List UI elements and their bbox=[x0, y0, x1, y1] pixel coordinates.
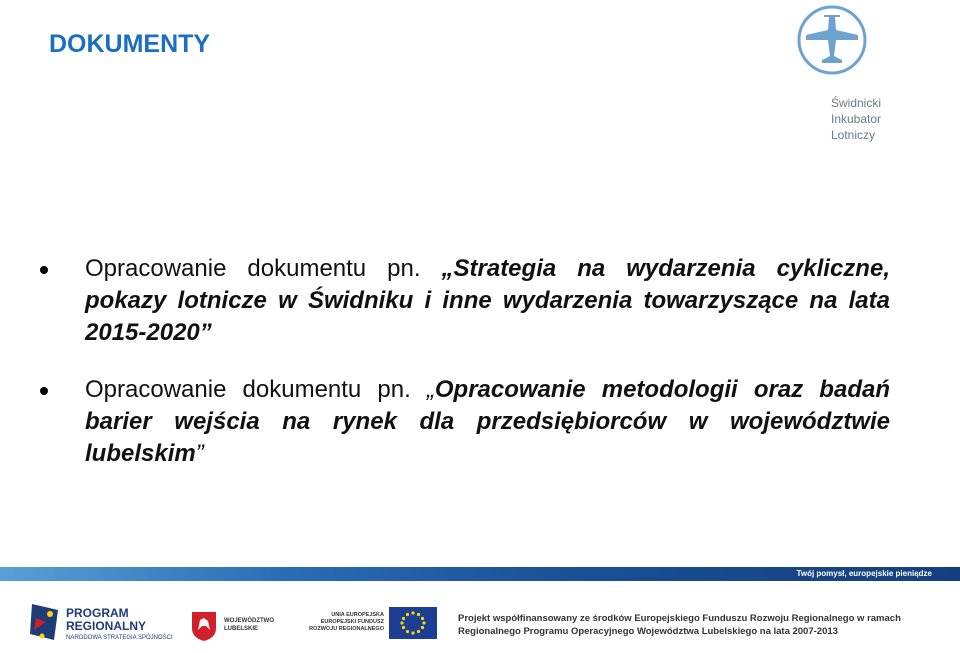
eu-flag-icon bbox=[389, 607, 437, 639]
bullet-emphasis: Opracowanie metodologii oraz badań barier wejścia na rynek dla przedsiębiorców w województwie lubelskim bbox=[85, 376, 890, 467]
program-line: NARODOWA STRATEGIA SPÓJNOŚCI bbox=[66, 635, 173, 641]
eu-fund-text bbox=[300, 612, 384, 633]
voivodeship-crest-icon bbox=[190, 610, 218, 642]
program-regionalny-text bbox=[66, 607, 173, 641]
program-line: REGIONALNY bbox=[66, 619, 147, 633]
page-title: DOKUMENTY bbox=[49, 30, 211, 58]
bullet-icon bbox=[40, 387, 48, 395]
eu-line: EUROPEJSKI FUNDUSZ bbox=[320, 619, 384, 625]
logo-line: Świdnicki bbox=[831, 96, 882, 110]
program-line: PROGRAM bbox=[66, 606, 129, 620]
bullet-text bbox=[85, 253, 890, 349]
voivodeship-line: WOJEWÓDZTWO bbox=[224, 618, 274, 624]
bullet-close-quote: ” bbox=[199, 319, 212, 346]
program-regionalny-logo-icon bbox=[28, 600, 62, 644]
bullet-prefix: Opracowanie dokumentu pn. bbox=[85, 255, 442, 282]
cofinancing-line: Regionalnego Programu Operacyjnego Województwa Lubelskiego na lata 2007-2013 bbox=[458, 626, 838, 637]
footer-slogan: Twój pomysł, europejskie pieniądze bbox=[796, 569, 932, 578]
list-item bbox=[40, 253, 890, 349]
cofinancing-note bbox=[458, 612, 901, 638]
bullet-open-quote: „ bbox=[441, 255, 454, 282]
logo-wordmark bbox=[831, 95, 881, 143]
eu-line: UNIA EUROPEJSKA bbox=[331, 612, 384, 618]
airplane-icon bbox=[796, 4, 868, 76]
cofinancing-line: Projekt współfinansowany ze środków Europejskiego Funduszu Rozwoju Regionalnego w ramach bbox=[458, 613, 901, 624]
voivodeship-text bbox=[224, 617, 274, 633]
eu-line: ROZWOJU REGIONALNEGO bbox=[309, 626, 384, 632]
bullet-icon bbox=[40, 266, 48, 274]
bullet-text bbox=[85, 374, 890, 470]
list-item bbox=[40, 374, 890, 470]
logo-line: Inkubator bbox=[831, 112, 882, 126]
bullet-open-quote: „ bbox=[426, 376, 435, 403]
bullet-prefix: Opracowanie dokumentu pn. bbox=[85, 376, 427, 403]
voivodeship-line: LUBELSKIE bbox=[224, 626, 259, 632]
bullet-close-quote: ” bbox=[195, 440, 204, 467]
footer-logos bbox=[0, 595, 960, 653]
bullet-emphasis: Strategia na wydarzenia cykliczne, pokazy lotnicze w Świdniku i inne wydarzenia towarzyszące na lata 2015-2020 bbox=[85, 255, 890, 346]
logo-line: Lotniczy bbox=[831, 128, 876, 142]
bullet-list bbox=[40, 253, 890, 495]
